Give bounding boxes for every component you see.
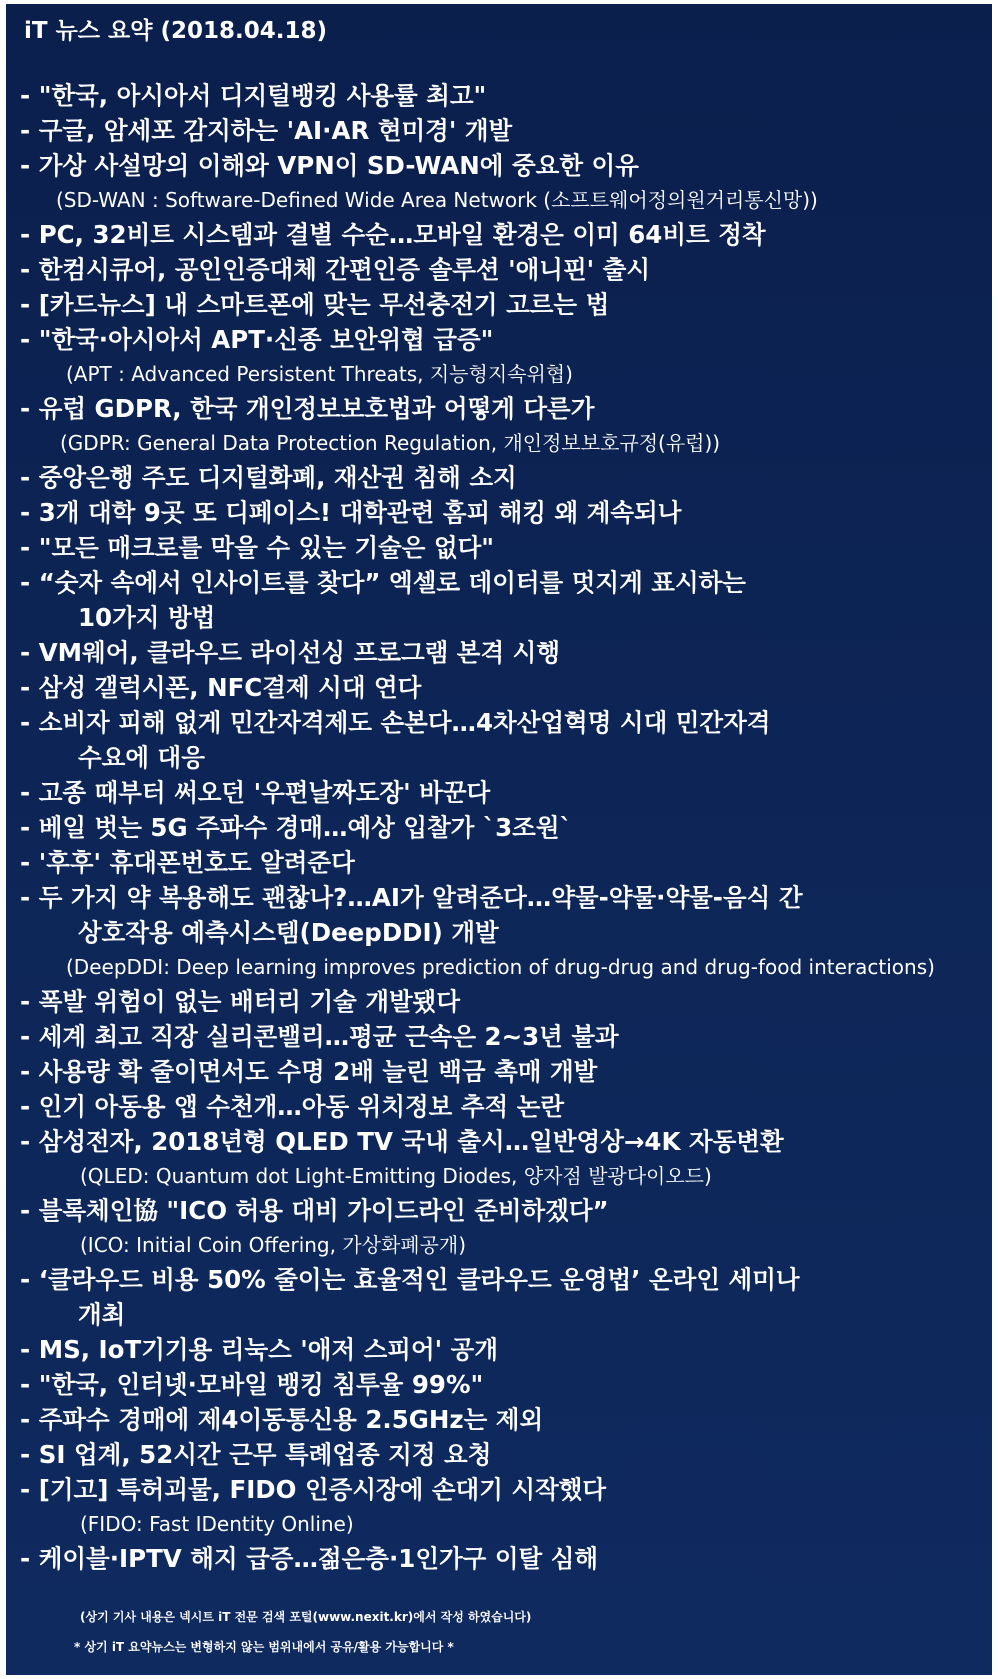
news-headline: - 삼성 갤럭시폰, NFC결제 시대 연다 — [20, 673, 422, 702]
news-abbreviation-note: (DeepDDI: Deep learning improves prediction of drug-drug and drug-food interactions) — [66, 955, 935, 979]
news-headline: - 세계 최고 직장 실리콘밸리…평균 근속은 2~3년 불과 — [20, 1022, 619, 1051]
news-abbreviation-note: (GDPR: General Data Protection Regulation, 개인정보보호규정(유럽)) — [60, 431, 721, 455]
news-summary-panel — [6, 4, 992, 1675]
news-headline: - 가상 사설망의 이해와 VPN이 SD-WAN에 중요한 이유 — [20, 151, 639, 180]
news-item — [20, 287, 978, 322]
footer-source-note: (상기 기사 내용은 넥시트 iT 전문 검색 포털(www.nexit.kr)에서 작성 하였습니다) — [80, 1610, 532, 1624]
news-headline: - SI 업계, 52시간 근무 특례업종 지정 요청 — [20, 1440, 492, 1469]
news-abbreviation-note: (SD-WAN : Software-Defined Wide Area Network (소프트웨어정의원거리통신망)) — [56, 188, 818, 212]
news-item — [20, 810, 978, 845]
news-item — [20, 1089, 978, 1124]
news-headline: - 베일 벗는 5G 주파수 경매…예상 입찰가 `3조원` — [20, 813, 572, 842]
news-item — [20, 148, 978, 183]
news-headline: - 소비자 피해 없게 민간자격제도 손본다…4차산업혁명 시대 민간자격 — [20, 708, 771, 737]
news-headline: - "한국, 아시아서 디지털뱅킹 사용률 최고" — [20, 81, 487, 110]
news-item — [20, 322, 978, 357]
news-headline: - "한국·아시아서 APT·신종 보안위협 급증" — [20, 325, 494, 354]
news-headline-continuation: 개최 — [78, 1300, 126, 1329]
news-headline: - 사용량 확 줄이면서도 수명 2배 늘린 백금 촉매 개발 — [20, 1057, 598, 1086]
news-headline: - 고종 때부터 써오던 '우편날짜도장' 바꾼다 — [20, 778, 491, 807]
news-headline: - 인기 아동용 앱 수천개…아동 위치정보 추적 논란 — [20, 1092, 565, 1121]
news-item — [20, 113, 978, 148]
news-abbreviation-note: (QLED: Quantum dot Light-Emitting Diodes, 양자점 발광다이오드) — [80, 1164, 712, 1188]
news-abbreviation-note: (ICO: Initial Coin Offering, 가상화폐공개) — [80, 1233, 467, 1257]
news-item — [20, 252, 978, 287]
news-item — [20, 880, 978, 950]
news-headline: - 두 가지 약 복용해도 괜찮나?…AI가 알려준다…약물-약물·약물-음식 간 — [20, 883, 803, 912]
news-item — [20, 495, 978, 530]
news-headline: - ‘클라우드 비용 50% 줄이는 효율적인 클라우드 운영법’ 온라인 세미나 — [20, 1265, 800, 1294]
news-item — [20, 1367, 978, 1402]
news-item — [20, 670, 978, 705]
page-title: iT 뉴스 요약 (2018.04.18) — [24, 18, 327, 44]
news-headline: - 주파수 경매에 제4이동통신용 2.5GHz는 제외 — [20, 1405, 544, 1434]
news-item — [20, 845, 978, 880]
news-headline: - "한국, 인터넷·모바일 뱅킹 침투율 99%" — [20, 1370, 484, 1399]
news-headline: - [카드뉴스] 내 스마트폰에 맞는 무선충전기 고르는 법 — [20, 290, 610, 319]
news-item — [20, 1437, 978, 1472]
news-headline: - 한컴시큐어, 공인인증대체 간편인증 솔루션 '애니핀' 출시 — [20, 255, 650, 284]
news-headline: - '후후' 휴대폰번호도 알려준다 — [20, 848, 355, 877]
news-item — [20, 217, 978, 252]
news-headline-continuation: 10가지 방법 — [78, 603, 216, 632]
news-headline: - MS, IoT기기용 리눅스 '애저 스피어' 공개 — [20, 1335, 499, 1364]
news-headline: - 폭발 위험이 없는 배터리 기술 개발됐다 — [20, 987, 461, 1016]
news-item — [20, 78, 978, 113]
news-item — [20, 1019, 978, 1054]
news-item — [20, 530, 978, 565]
news-headline: - 3개 대학 9곳 또 디페이스! 대학관련 홈피 해킹 왜 계속되나 — [20, 498, 682, 527]
news-headline: - PC, 32비트 시스템과 결별 수순…모바일 환경은 이미 64비트 정착 — [20, 220, 766, 249]
news-abbreviation-note: (FIDO: Fast IDentity Online) — [80, 1512, 354, 1536]
footer — [6, 1602, 992, 1662]
news-item — [20, 635, 978, 670]
news-headline: - [기고] 특허괴물, FIDO 인증시장에 손대기 시작했다 — [20, 1475, 607, 1504]
news-headline-continuation: 상호작용 예측시스템(DeepDDI) 개발 — [78, 918, 499, 947]
news-item — [20, 391, 978, 426]
news-item — [20, 1054, 978, 1089]
news-item — [20, 460, 978, 495]
news-item — [20, 1402, 978, 1437]
news-item — [20, 565, 978, 635]
news-headline: - "모든 매크로를 막을 수 있는 기술은 없다" — [20, 533, 495, 562]
news-abbreviation-note: (APT : Advanced Persistent Threats, 지능형지속위협) — [66, 362, 573, 386]
news-headline: - 삼성전자, 2018년형 QLED TV 국내 출시…일반영상→4K 자동변환 — [20, 1127, 784, 1156]
news-item — [20, 984, 978, 1019]
footer-usage-note: * 상기 iT 요약뉴스는 변형하지 않는 범위내에서 공유/활용 가능합니다 * — [74, 1640, 454, 1654]
news-headline: - 중앙은행 주도 디지털화폐, 재산권 침해 소지 — [20, 463, 517, 492]
news-headline: - VM웨어, 클라우드 라이선싱 프로그램 본격 시행 — [20, 638, 560, 667]
news-item — [20, 705, 978, 775]
news-headline: - 유럽 GDPR, 한국 개인정보보호법과 어떻게 다른가 — [20, 394, 595, 423]
news-item — [20, 1541, 978, 1576]
news-item — [20, 1332, 978, 1367]
news-item — [20, 1262, 978, 1332]
news-headline: - 구글, 암세포 감지하는 'AI·AR 현미경' 개발 — [20, 116, 513, 145]
news-headline: - 케이블·IPTV 해지 급증…젊은층·1인가구 이탈 심해 — [20, 1544, 599, 1573]
news-list — [20, 78, 978, 1576]
news-item — [20, 1472, 978, 1507]
news-item — [20, 1124, 978, 1159]
news-item — [20, 1193, 978, 1228]
news-item — [20, 775, 978, 810]
news-headline-continuation: 수요에 대응 — [78, 743, 205, 772]
news-headline: - 블록체인協 "ICO 허용 대비 가이드라인 준비하겠다” — [20, 1196, 609, 1225]
news-headline: - “숫자 속에서 인사이트를 찾다” 엑셀로 데이터를 멋지게 표시하는 — [20, 568, 746, 597]
